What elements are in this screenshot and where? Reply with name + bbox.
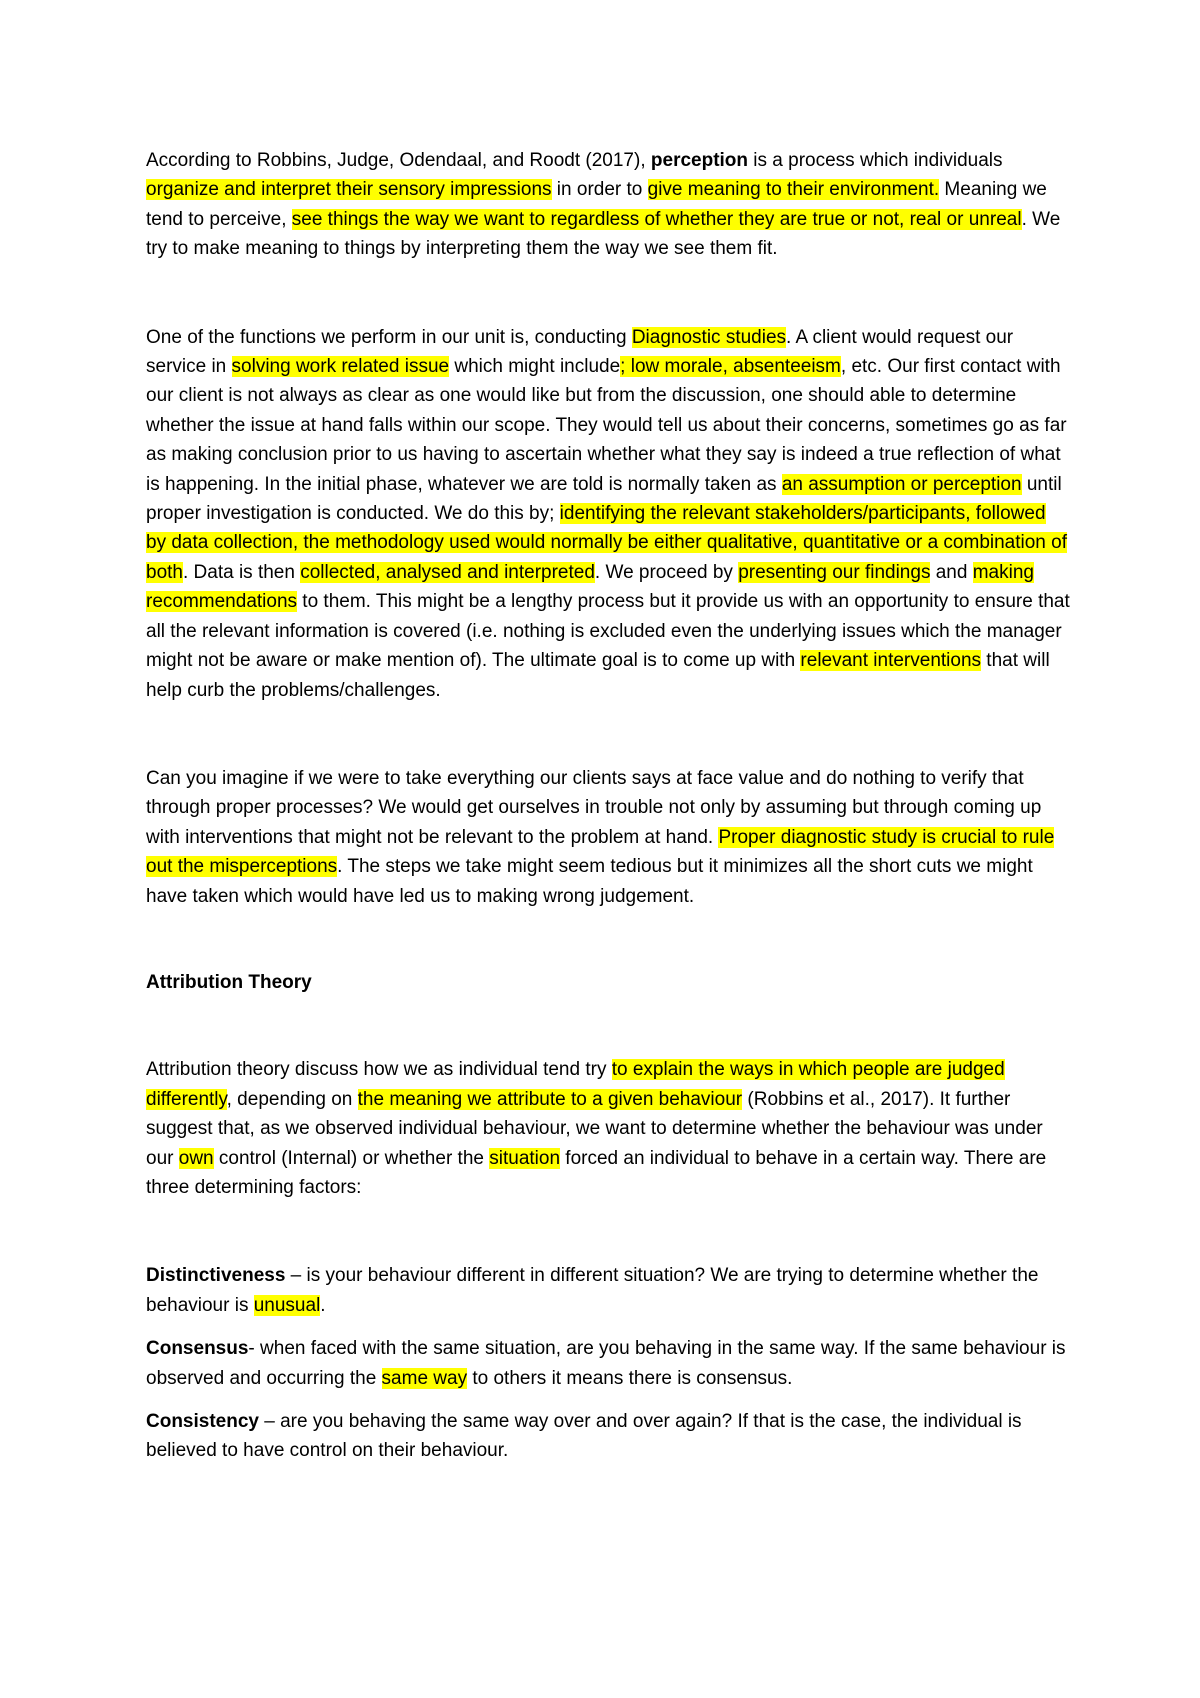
text-segment: . We try to make meaning to things by interpreting them the way we see them fit. xyxy=(146,208,1061,260)
text-segment: (Robbins et al., 2017). It further suggest that, as we observed individual behaviour, we want to determine whether the behaviour was under our xyxy=(146,1088,1043,1169)
highlighted-text: situation xyxy=(489,1147,561,1169)
text-segment: to others it means there is consensus. xyxy=(467,1367,793,1389)
text-segment: that will help curb the problems/challenges. xyxy=(146,650,1050,701)
highlighted-text: identifying the relevant stakeholders/participants, followed by data collection, the methodology used would normally be either qualitative, quantitative or a combination of both xyxy=(146,503,1067,583)
text-segment: – is your behaviour different in different situation? We are trying to determine whether the behaviour is xyxy=(146,1265,1039,1316)
highlighted-text: own xyxy=(178,1147,214,1169)
distinctiveness-definition xyxy=(146,1261,1070,1320)
face-value-paragraph xyxy=(146,764,1070,911)
text-segment: . A client would request our service in xyxy=(146,326,1014,378)
text-segment: to them. This might be a lengthy process but it provide us with an opportunity to ensure that all the relevant information is covered (i.e. nothing is excluded even the underlying issues which the manager might not be aware or make mention of). The ultimate goal is to come up with xyxy=(146,591,1070,672)
text-segment: forced an individual to behave in a certain way. There are three determining factors: xyxy=(146,1147,1047,1198)
bold-term: Distinctiveness xyxy=(146,1265,286,1287)
consensus-definition xyxy=(146,1334,1070,1393)
highlighted-text: solving work related issue xyxy=(231,356,450,378)
text-segment: is a process which individuals xyxy=(748,150,1003,171)
text-segment: control (Internal) or whether the xyxy=(213,1147,490,1169)
highlighted-text: the meaning we attribute to a given behaviour xyxy=(357,1088,743,1110)
highlighted-text: ; low morale, absenteeism xyxy=(620,356,841,378)
text-segment: One of the functions we perform in our unit is, conducting xyxy=(146,326,632,348)
highlighted-text: making recommendations xyxy=(146,561,1034,613)
highlighted-text: presenting our findings xyxy=(738,561,931,583)
bold-term: Consistency xyxy=(146,1411,259,1432)
highlighted-text: Diagnostic studies xyxy=(631,326,787,348)
highlighted-text: same way xyxy=(381,1367,468,1389)
highlighted-text: see things the way we want to regardless of whether they are true or not, real or unreal xyxy=(291,208,1022,230)
text-segment: . xyxy=(320,1294,326,1316)
text-segment: . The steps we take might seem tedious but it minimizes all the short cuts we might have taken which would have led us to making wrong judgement. xyxy=(146,856,1033,907)
text-segment: According to Robbins, Judge, Odendaal, and Roodt (2017), xyxy=(146,150,651,171)
text-segment: , etc. Our first contact with our client is not always as clear as one would like but from the discussion, one should able to determine whether the issue at hand falls within our scope. They would tell us about their concerns, sometimes go as far as making conclusion prior to us having to ascertain whether what they say is indeed a true reflection of what is happening. In the initial phase, whatever we are told is normally taken as xyxy=(146,356,1067,495)
highlighted-text: an assumption or perception xyxy=(781,473,1022,495)
text-segment: until proper investigation is conducted. We do this by; xyxy=(146,473,1062,525)
highlighted-text: to explain the ways in which people are judged differently xyxy=(146,1059,1005,1110)
text-segment: - when faced with the same situation, are you behaving in the same way. If the same behaviour is observed and occurring the xyxy=(146,1338,1066,1389)
highlighted-text: give meaning to their environment. xyxy=(647,179,940,201)
text-segment: which might include xyxy=(449,356,621,378)
highlighted-text: relevant interventions xyxy=(800,650,982,672)
diagnostic-studies-paragraph xyxy=(146,323,1070,705)
text-segment: Meaning we tend to perceive, xyxy=(146,179,1047,230)
text-segment: . Data is then xyxy=(182,561,301,583)
text-segment: and xyxy=(930,561,973,583)
text-segment: Attribution theory discuss how we as individual tend try xyxy=(146,1059,612,1081)
perception-paragraph xyxy=(146,146,1070,264)
bold-term: Consensus xyxy=(146,1338,249,1360)
text-segment: . We proceed by xyxy=(594,561,739,583)
attribution-intro-paragraph xyxy=(146,1055,1070,1202)
text-segment: in order to xyxy=(551,179,648,201)
consistency-definition xyxy=(146,1407,1070,1466)
highlighted-text: organize and interpret their sensory impressions xyxy=(146,179,552,201)
bold-term: perception xyxy=(650,150,749,171)
highlighted-text: Proper diagnostic study is crucial to rule out the misperceptions xyxy=(146,826,1055,878)
highlighted-text: collected, analysed and interpreted xyxy=(300,561,595,583)
text-segment: , depending on xyxy=(226,1088,358,1110)
highlighted-text: unusual xyxy=(253,1294,321,1316)
attribution-theory-heading: Attribution Theory xyxy=(146,971,312,993)
text-segment: Can you imagine if we were to take everything our clients says at face value and do nothing to verify that through proper processes? We would get ourselves in trouble not only by assuming but through coming up with interventions that might not be relevant to the problem at hand. xyxy=(146,767,1042,848)
text-segment: – are you behaving the same way over and over again? If that is the case, the individual is believed to have control on their behaviour. xyxy=(146,1411,1022,1462)
